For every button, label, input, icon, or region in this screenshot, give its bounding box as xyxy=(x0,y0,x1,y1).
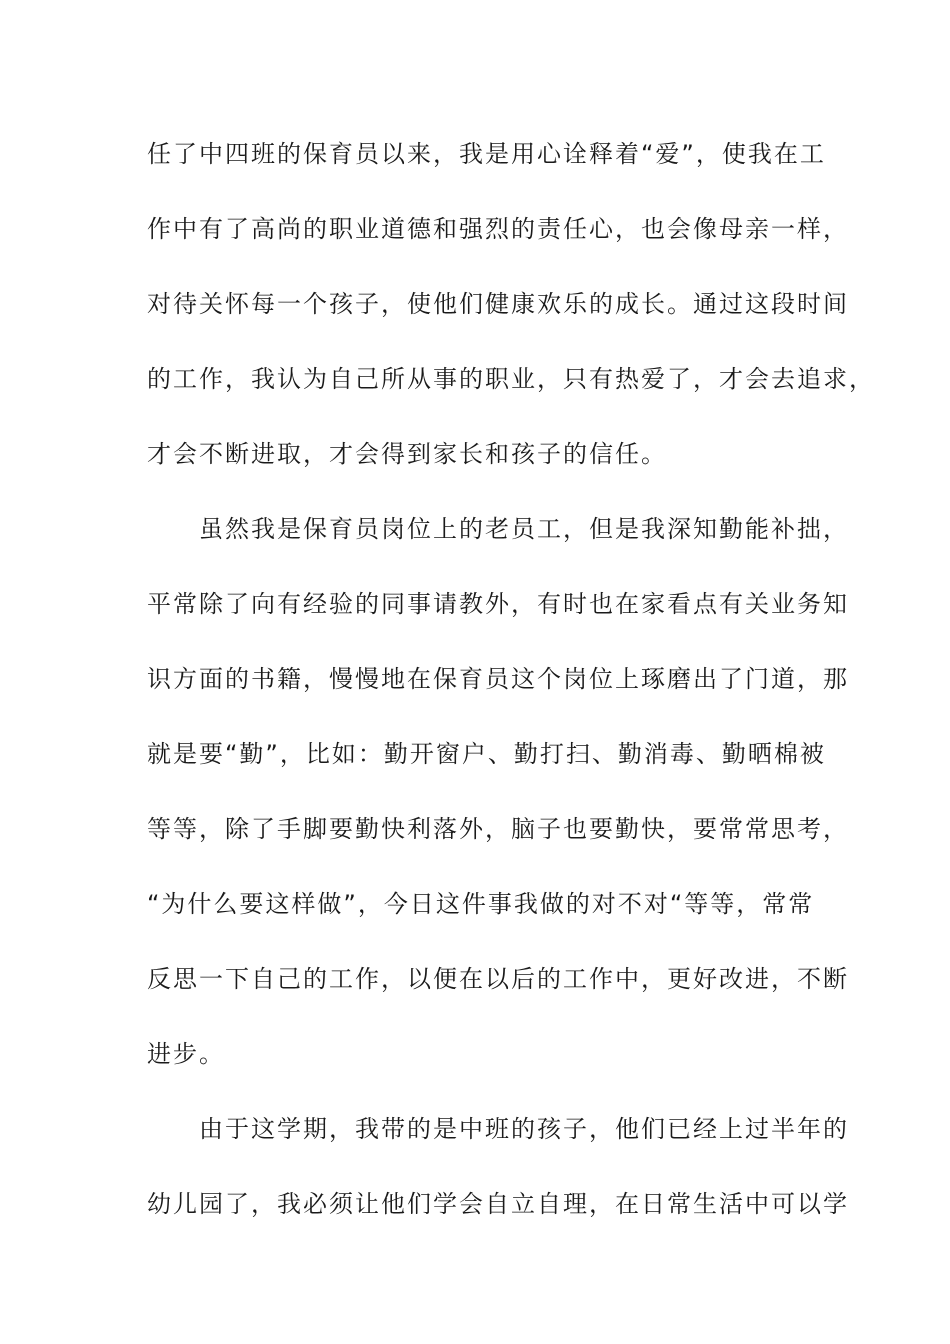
text-line: 进步。 xyxy=(147,1040,225,1068)
text-line: 对待关怀每一个孩子，使他们健康欢乐的成长。通过这段时间 xyxy=(147,290,849,318)
paragraph-start-line: 由于这学期，我带的是中班的孩子，他们已经上过半年的 xyxy=(199,1115,849,1143)
document-body xyxy=(147,130,875,1255)
text-line: 识方面的书籍，慢慢地在保育员这个岗位上琢磨出了门道，那 xyxy=(147,665,849,693)
paragraph-start-line: 虽然我是保育员岗位上的老员工，但是我深知勤能补拙， xyxy=(199,515,849,543)
text-line: 作中有了高尚的职业道德和强烈的责任心，也会像母亲一样， xyxy=(147,215,849,243)
text-line: 才会不断进取，才会得到家长和孩子的信任。 xyxy=(147,440,667,468)
text-line: 任了中四班的保育员以来，我是用心诠释着“爱”，使我在工 xyxy=(147,140,826,168)
text-line: 等等，除了手脚要勤快利落外，脑子也要勤快，要常常思考， xyxy=(147,815,849,843)
text-line: 的工作，我认为自己所从事的职业，只有热爱了，才会去追求， xyxy=(147,365,875,393)
text-line: “为什么要这样做”，今日这件事我做的对不对“等等，常常 xyxy=(147,890,815,918)
text-line: 反思一下自己的工作，以便在以后的工作中，更好改进，不断 xyxy=(147,965,849,993)
text-line: 幼儿园了，我必须让他们学会自立自理，在日常生活中可以学 xyxy=(147,1190,849,1218)
text-line: 平常除了向有经验的同事请教外，有时也在家看点有关业务知 xyxy=(147,590,849,618)
text-line: 就是要“勤”，比如：勤开窗户、勤打扫、勤消毒、勤晒棉被 xyxy=(147,740,826,768)
